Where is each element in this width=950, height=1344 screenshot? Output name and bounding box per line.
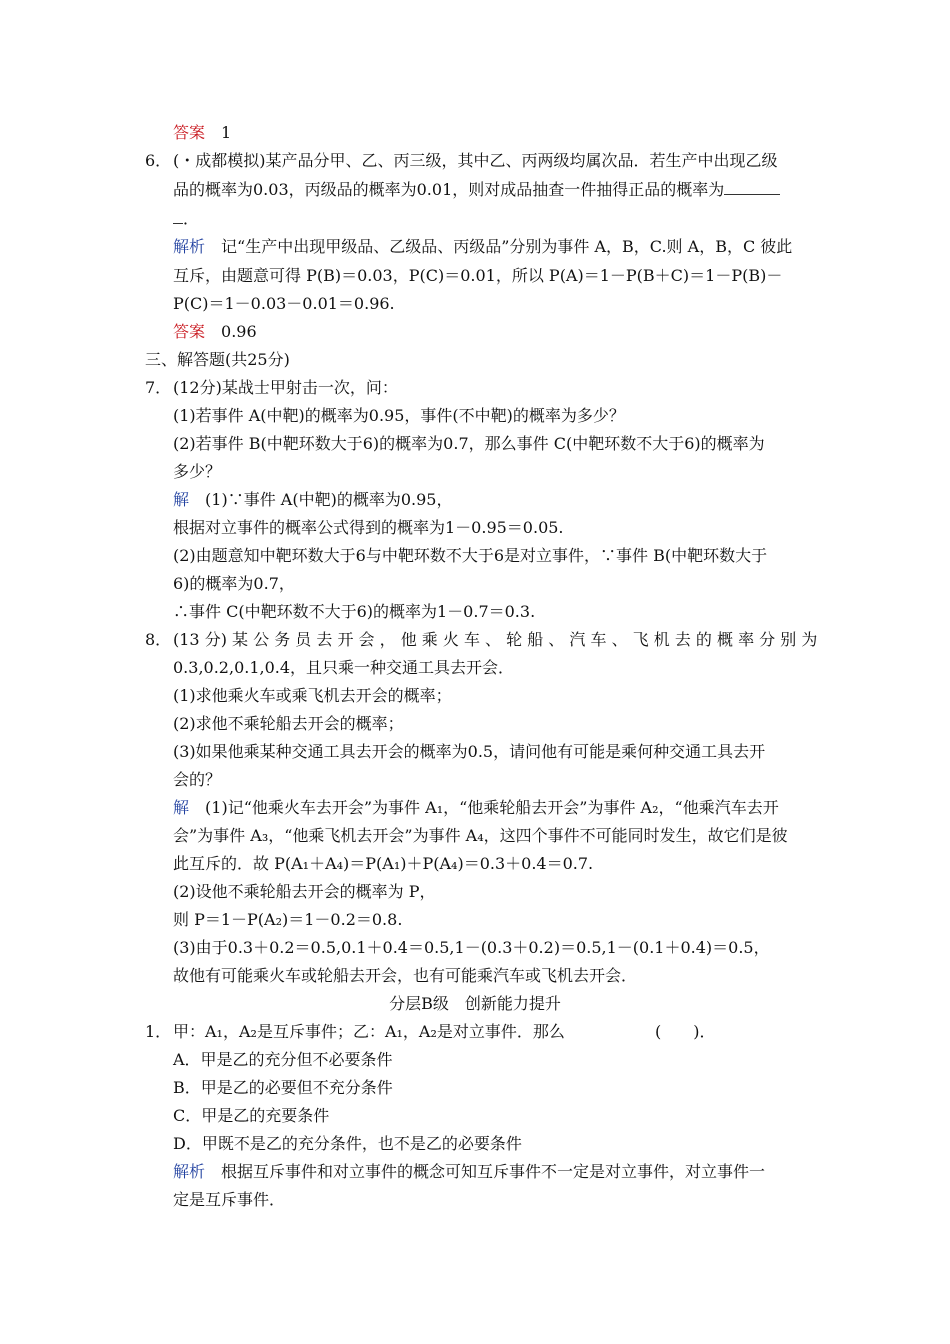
q6-number: 6． — [145, 151, 172, 170]
solution-label: 解 — [173, 490, 190, 509]
q7-line-1: (12分)某战士甲射击一次，问： — [173, 378, 398, 397]
solution-label: 解析 — [173, 1162, 206, 1181]
q8-number: 8． — [145, 630, 172, 649]
solution-label: 解 — [173, 798, 190, 817]
b1-option-b: B．甲是乙的必要但不充分条件 — [173, 1078, 393, 1097]
q8-solution-7: 故他有可能乘火车或轮船去开会，也有可能乘汽车或飞机去开会． — [173, 966, 638, 985]
b1-option-c: C．甲是乙的充要条件 — [173, 1106, 330, 1125]
q8-line-3: (1)求他乘火车或乘飞机去开会的概率； — [173, 686, 452, 705]
b1-stem: 甲：A₁，A₂是互斥事件；乙：A₁，A₂是对立事件．那么 — [173, 1022, 565, 1041]
q8-line-6: 会的？ — [173, 770, 222, 789]
q8-solution-1-text: (1)记“他乘火车去开会”为事件 A₁，“他乘轮船去开会”为事件 A₂，“他乘汽车去开 — [205, 798, 779, 817]
q7-solution-1-text: (1)∵事件 A(中靶)的概率为0.95， — [205, 490, 453, 509]
solution-label: 解析 — [173, 237, 206, 256]
q8-solution-3: 此互斥的．故 P(A₁＋A₄)＝P(A₁)＋P(A₄)＝0.3＋0.4＝0.7. — [173, 854, 594, 873]
part-b-heading: 分层B级 创新能力提升 — [389, 994, 561, 1013]
q6-answer — [173, 321, 257, 343]
q7-solution-3: (2)由题意知中靶环数大于6与中靶环数不大于6是对立事件，∵事件 B(中靶环数大于 — [173, 546, 768, 565]
q5-answer — [173, 122, 231, 144]
answer-blank-end — [173, 209, 183, 224]
q8-line-1: (13 分) 某 公 务 员 去 开 会 ， 他 乘 火 车 、 轮 船 、 汽 车 、 飞 机 去 的 概 率 分 别 为 — [173, 630, 818, 649]
q7-line-3: (2)若事件 B(中靶环数大于6)的概率为0.7，那么事件 C(中靶环数不大于6)的概率为 — [173, 434, 765, 453]
answer-blank — [724, 180, 780, 195]
q6-solution-3: P(C)＝1－0.03－0.01＝0.96. — [173, 294, 395, 313]
q6-line-2 — [173, 179, 780, 201]
q6-solution-2: 互斥，由题意可得 P(B)＝0.03，P(C)＝0.01，所以 P(A)＝1－P(B＋C)＝1－P(B)－ — [173, 266, 783, 285]
b1-solution-1 — [173, 1161, 765, 1183]
q7-number: 7． — [145, 378, 172, 397]
q7-solution-1 — [173, 489, 452, 511]
b1-option-a: A．甲是乙的充分但不必要条件 — [173, 1050, 393, 1069]
q8-solution-6: (3)由于0.3＋0.2＝0.5,0.1＋0.4＝0.5,1－(0.3＋0.2)＝0.5,1－(0.1＋0.4)＝0.5， — [173, 938, 770, 957]
q8-line-5: (3)如果他乘某种交通工具去开会的概率为0.5，请问他有可能是乘何种交通工具去开 — [173, 742, 766, 761]
q6-line-3-end: ． — [183, 209, 200, 228]
q7-line-2: (1)若事件 A(中靶)的概率为0.95，事件(不中靶)的概率为多少？ — [173, 406, 625, 425]
b1-solution-2: 定是互斥事件． — [173, 1190, 286, 1209]
q7-solution-2: 根据对立事件的概率公式得到的概率为1－0.95＝0.05. — [173, 518, 564, 537]
q6-line-3 — [173, 208, 199, 230]
q8-line-2: 0.3,0.2,0.1,0.4，且只乘一种交通工具去开会． — [173, 658, 515, 677]
q6-solution-1 — [173, 236, 792, 258]
answer-value: 1 — [221, 123, 232, 142]
q7-line-4: 多少？ — [173, 462, 222, 481]
q8-solution-5: 则 P＝1－P(A₂)＝1－0.2＝0.8. — [173, 910, 403, 929]
q8-solution-1 — [173, 797, 779, 819]
b1-answer-paren: ( )． — [655, 1022, 716, 1041]
q6-line-2-text: 品的概率为0.03，丙级品的概率为0.01，则对成品抽查一件抽得正品的概率为 — [173, 180, 725, 199]
q6-line-1: (・成都模拟)某产品分甲、乙、丙三级，其中乙、丙两级均属次品．若生产中出现乙级 — [173, 151, 778, 170]
q8-solution-2: 会”为事件 A₃，“他乘飞机去开会”为事件 A₄，这四个事件不可能同时发生，故它们是彼 — [173, 826, 788, 845]
b1-number: 1． — [145, 1022, 172, 1041]
q7-solution-5: ∴事件 C(中靶环数不大于6)的概率为1－0.7＝0.3. — [173, 602, 536, 621]
answer-label: 答案 — [173, 322, 206, 341]
b1-solution-1-text: 根据互斥事件和对立事件的概念可知互斥事件不一定是对立事件，对立事件一 — [221, 1162, 766, 1181]
answer-value: 0.96 — [221, 322, 257, 341]
q8-line-4: (2)求他不乘轮船去开会的概率； — [173, 714, 404, 733]
q6-solution-1-text: 记“生产中出现甲级品、乙级品、丙级品”分别为事件 A，B，C.则 A，B，C 彼此 — [221, 237, 793, 256]
q7-solution-4: 6)的概率为0.7， — [173, 574, 295, 593]
q8-solution-4: (2)设他不乘轮船去开会的概率为 P， — [173, 882, 436, 901]
section-heading: 三、解答题(共25分) — [145, 350, 290, 369]
answer-label: 答案 — [173, 123, 206, 142]
b1-option-d: D．甲既不是乙的充分条件，也不是乙的必要条件 — [173, 1134, 522, 1153]
